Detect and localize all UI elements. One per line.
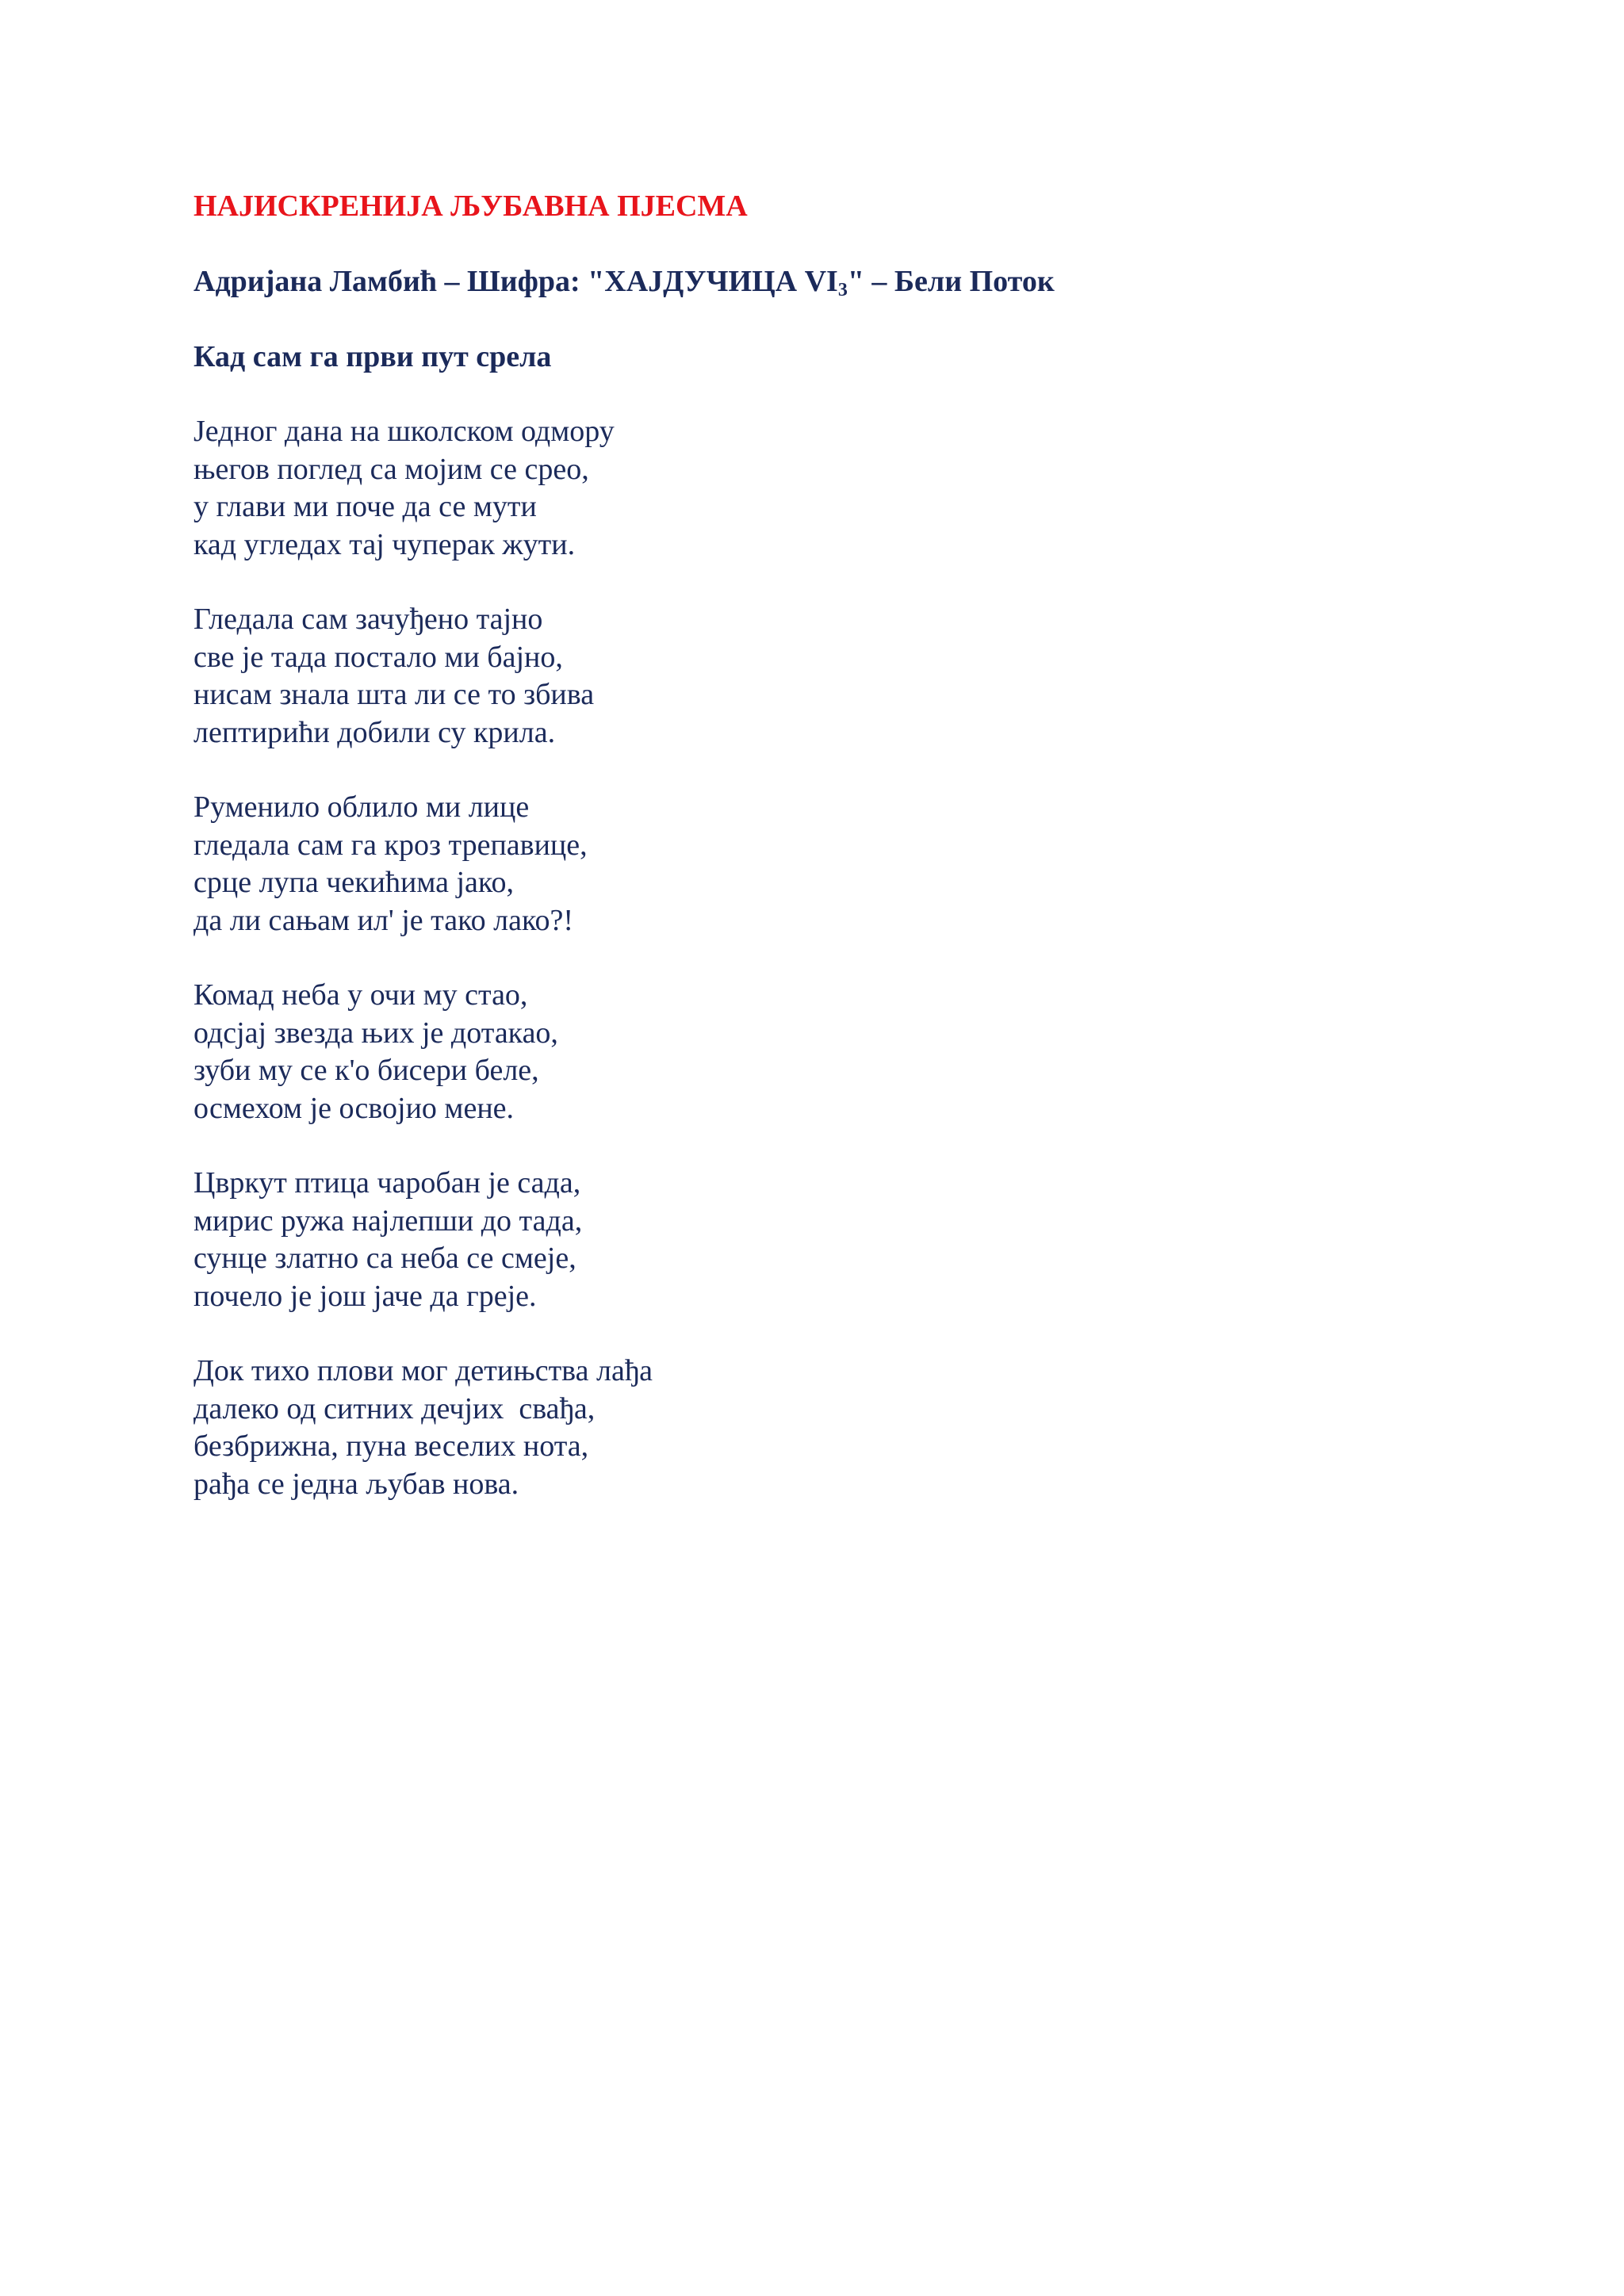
stanza xyxy=(193,413,1542,564)
stanza xyxy=(193,1165,1542,1315)
poem-line: Док тихо плови мог детињства лађа xyxy=(193,1354,653,1387)
poem-line: зуби му се к'о бисери беле, xyxy=(193,1054,539,1087)
stanza xyxy=(193,977,1542,1127)
poem-line: Цвркут птица чаробан је сада, xyxy=(193,1166,581,1200)
poem-line: осмехом је освојио мене. xyxy=(193,1091,515,1125)
poem-line: гледала сам га кроз трепавице, xyxy=(193,828,588,862)
poem-line: Руменило облило ми лице xyxy=(193,790,530,824)
author-byline xyxy=(193,262,1542,300)
poem-line: Једног дана на школском одмору xyxy=(193,415,615,448)
poem-line: Комад неба у очи му стао, xyxy=(193,978,528,1012)
poem-line: његов поглед са мојим се срео, xyxy=(193,452,589,486)
poem-line: рађа се једна љубав нова. xyxy=(193,1467,519,1501)
poem-line: нисам знала шта ли се то збива xyxy=(193,678,595,711)
poem-subtitle: Кад сам га први пут срела xyxy=(193,340,552,373)
poem-line: далеко од ситних дечјих свађа, xyxy=(193,1391,596,1425)
byline-text-end: " – Бели Поток xyxy=(847,265,1055,298)
poem-line: безбрижна, пуна веселих нота, xyxy=(193,1429,589,1463)
poem-line: Гледала сам зачуђено тајно xyxy=(193,603,543,636)
poem-line: у глави ми поче да се мути xyxy=(193,490,537,523)
poem-line: почело је још јаче да греје. xyxy=(193,1279,537,1313)
byline-subscript: 3 xyxy=(837,280,848,300)
poem-line: све је тада постало ми бајно, xyxy=(193,640,563,674)
poem-title: НАЈИСКРЕНИЈА ЉУБАВНА ПЈЕСМА xyxy=(193,189,748,223)
poem-line: срце лупа чекићима јако, xyxy=(193,866,514,899)
document-content xyxy=(193,187,1542,1540)
stanza xyxy=(193,1353,1542,1503)
poem-line: лептирићи добили су крила. xyxy=(193,715,556,749)
poem-line: одсјај звезда њих је дотакао, xyxy=(193,1016,558,1050)
poem-line: мирис ружа најлепши до тада, xyxy=(193,1203,583,1238)
stanza xyxy=(193,601,1542,752)
poem-line: кад угледах тај чуперак жути. xyxy=(193,527,576,561)
poem-line: да ли сањам ил' је тако лако?! xyxy=(193,903,574,937)
byline-text: Адријана Ламбић – Шифра: "ХАЈДУЧИЦА VI xyxy=(193,265,838,298)
stanza xyxy=(193,789,1542,939)
poem-line: сунце златно са неба се смеје, xyxy=(193,1242,576,1275)
